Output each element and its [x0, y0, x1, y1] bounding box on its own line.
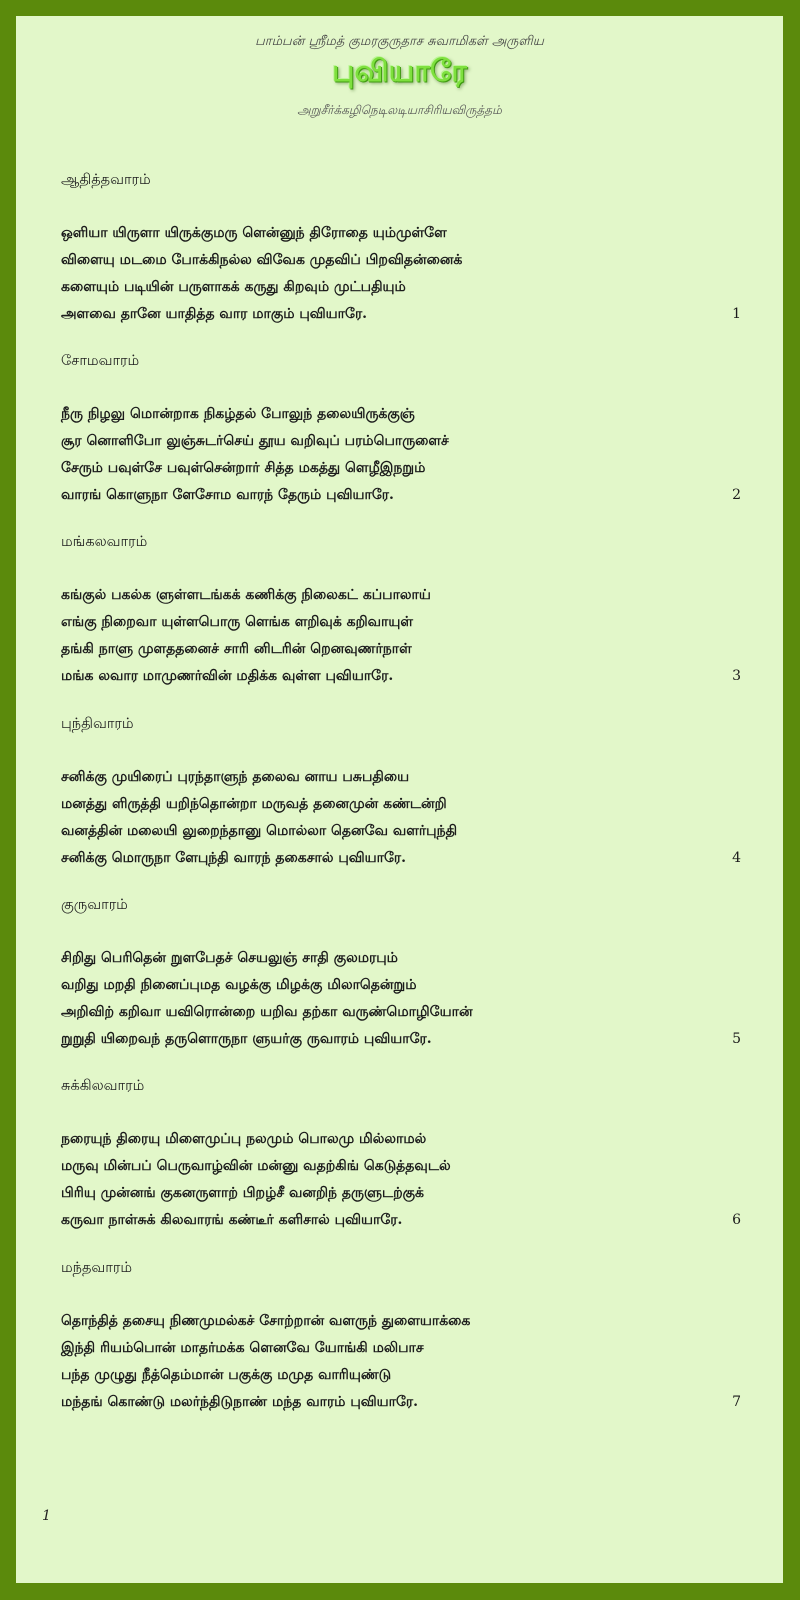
verse-block	[61, 945, 741, 1053]
verse-section	[61, 1074, 741, 1234]
verse-line: மங்க லவார மாமுணர்வின் மதிக்க வுள்ள புவியாரே.	[61, 668, 394, 684]
verse-block	[61, 582, 741, 690]
verse-line: நீரு நிழலு மொன்றாக நிகழ்தல் போலுந் தலையிருக்குஞ்	[61, 406, 415, 422]
verse-line: மருவு மின்பப் பெருவாழ்வின் மன்னு வதற்கிங் கெடுத்தவுடல்	[61, 1158, 451, 1174]
verse-line: நரையுந் திரையு மிளைமுப்பு நலமும் பொலமு மில்லாமல்	[61, 1131, 427, 1147]
day-heading: ஆதித்தவாரம்	[61, 172, 151, 188]
day-heading: சோமவாரம்	[61, 353, 140, 369]
verse-line: அறிவிற் கறிவா யவிரொன்றை யறிவ தற்கா வருண்மொழியோன்	[61, 1004, 473, 1020]
day-heading: குருவாரம்	[61, 897, 128, 913]
meter-line: அறுசீர்க்கழிநெடிலடியாசிரியவிருத்தம்	[297, 103, 502, 117]
verse-section	[61, 893, 741, 1053]
verse-line: சனிக்கு மொருநா ளேபுந்தி வாரந் தகைசால் புவியாரே.	[61, 850, 407, 866]
verse-number: 1	[732, 306, 741, 322]
verse-line: விளையு மடமை போக்கிநல்ல விவேக முதவிப் பிறவிதன்னைக்	[61, 252, 463, 268]
verse-line: தங்கி நாளு முளததனைச் சாரி னிடரின் றெனவுணர்நாள்	[61, 641, 412, 657]
verse-section	[61, 712, 741, 872]
verse-block	[61, 401, 741, 509]
page-number: 1	[42, 1508, 51, 1524]
verse-number: 2	[732, 487, 741, 503]
verse-block	[61, 1126, 741, 1234]
author-line: பாம்பன் ஸ்ரீமத் குமரகுருதாச சுவாமிகள் அருளிய	[255, 34, 544, 49]
verse-line: றுறுதி யிறைவந் தருளொருநா ளுயர்கு ருவாரம் புவியாரே.	[61, 1031, 432, 1047]
verse-line: சேரும் பவுள்சே பவுள்சென்றார் சித்த மகத்து ளெழீஇநறும்	[61, 460, 426, 476]
verse-line: கங்குல் பகல்க ளுள்ளடங்கக் கணிக்கு நிலைகட் கப்பாலாய்	[61, 587, 431, 603]
verse-block	[61, 1308, 741, 1416]
day-heading: மங்கலவாரம்	[61, 534, 148, 550]
verse-line: பந்த முழுது நீத்தெம்மான் பகுக்கு மமுத வாரியுண்டு	[61, 1367, 392, 1383]
verse-line: களையும் படியின் பருளாகக் கருது கிறவும் முட்பதியும்	[61, 279, 406, 295]
verse-block	[61, 220, 741, 328]
header	[16, 34, 783, 119]
verse-line: வறிது மறதி நினைப்புமத வழக்கு மிழக்கு மிலாதென்றும்	[61, 977, 417, 993]
verse-line: தொந்தித் தசையு நிணமுமல்கச் சோற்றான் வளருந் துளையாக்கை	[61, 1313, 471, 1329]
verse-line: சூர னொளிபோ லுஞ்சுடர்செய் தூய வறிவுப் பரம்பொருளைச்	[61, 433, 449, 449]
verse-line: ஒளியா யிருளா யிருக்குமரு ளென்னுந் திரோதை யும்முள்ளே	[61, 225, 447, 241]
verse-number: 3	[732, 668, 741, 684]
verse-number: 6	[732, 1212, 741, 1228]
verse-number: 7	[732, 1394, 741, 1410]
day-heading: சுக்கிலவாரம்	[61, 1078, 145, 1094]
verse-block	[61, 764, 741, 872]
verse-line: அளவை தானே யாதித்த வார மாகும் புவியாரே.	[61, 306, 368, 322]
verse-section	[61, 349, 741, 509]
verse-line: எங்கு நிறைவா யுள்ளபொரு ளெங்க ளறிவுக் கறிவாயுள்	[61, 614, 414, 630]
verse-line: இந்தி ரியம்பொன் மாதர்மக்க ளெனவே யோங்கி மலிபாச	[61, 1340, 424, 1356]
verse-line: சனிக்கு முயிரைப் புரந்தாளுந் தலைவ னாய பசுபதியை	[61, 769, 410, 785]
verse-section	[61, 1256, 741, 1416]
day-heading: மந்தவாரம்	[61, 1260, 133, 1276]
verse-number: 5	[732, 1031, 741, 1047]
verse-number: 4	[732, 850, 741, 866]
verse-section	[61, 168, 741, 328]
verse-section	[61, 530, 741, 690]
verse-line: கருவா நாள்சுக் கிலவாரங் கண்டீர் களிசால் புவியாரே.	[61, 1212, 403, 1228]
verse-line: வனத்தின் மலையி லுறைந்தானு மொல்லா தெனவே வளர்புந்தி	[61, 823, 458, 839]
verse-line: வாரங் கொளுநா ளேசோம வாரந் தேரும் புவியாரே.	[61, 487, 394, 503]
verse-line: பிரியு முன்னங் குகனருளாற் பிறழ்சீ வனறிந் தருளுடற்குக்	[61, 1185, 424, 1201]
verse-line: மனத்து ளிருத்தி யறிந்தொன்றா மருவத் தனைமுன் கண்டன்றி	[61, 796, 447, 812]
poem-title: புவியாரே	[332, 54, 467, 89]
page	[16, 16, 783, 1583]
verse-line: மந்தங் கொண்டு மலர்ந்திடுநாண் மந்த வாரம் புவியாரே.	[61, 1394, 419, 1410]
day-heading: புந்திவாரம்	[61, 716, 134, 732]
verse-line: சிறிது பெரிதென் றுளபேதச் செயலுஞ் சாதி குலமரபும்	[61, 950, 398, 966]
